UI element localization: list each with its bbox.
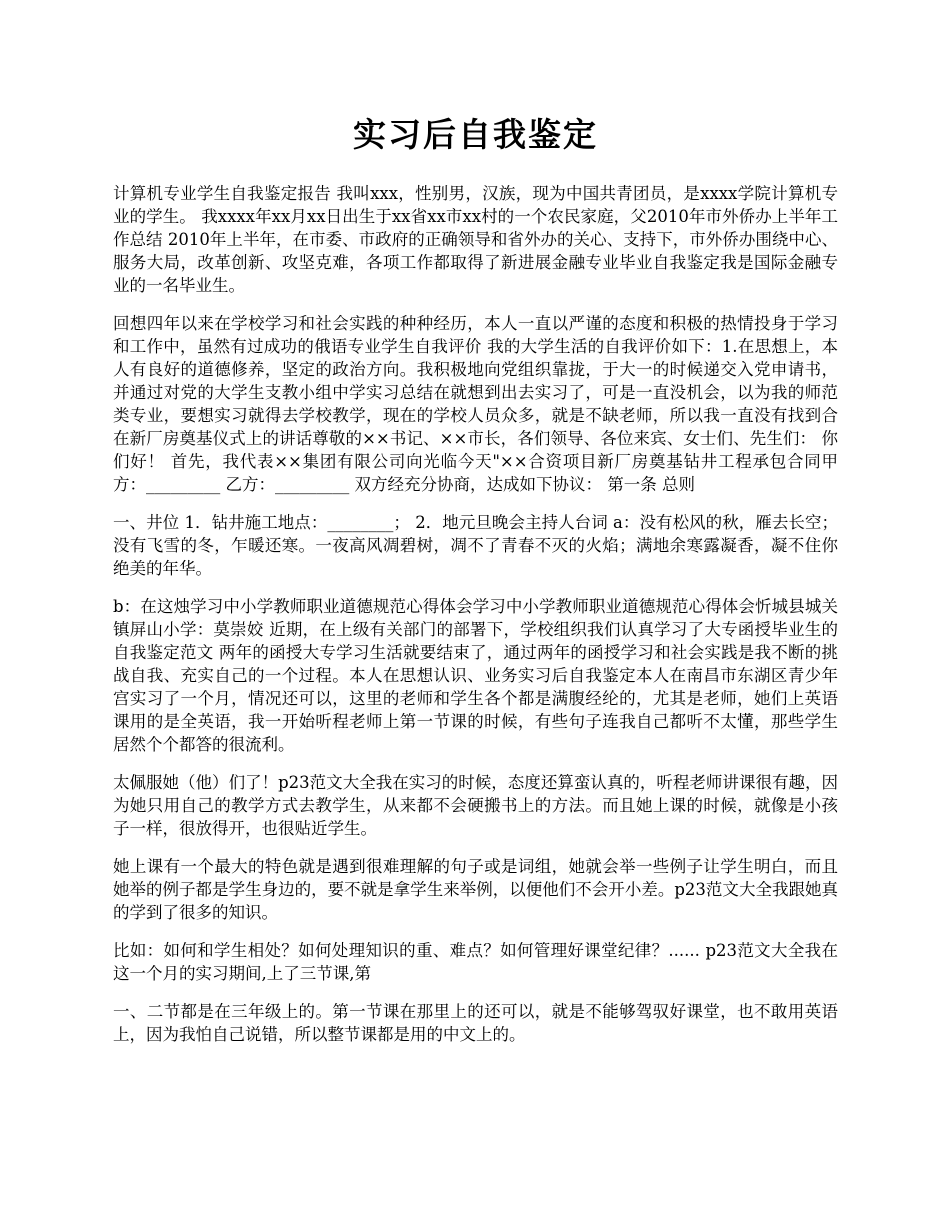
paragraph-6: 她上课有一个最大的特色就是遇到很难理解的句子或是词组，她就会举一些例子让学生明白，而且她举的例子都是学生身边的，要不就是拿学生来举例，以便他们不会开小差。p23范文大全我跟她真的学到了很多的知识。 bbox=[113, 857, 838, 922]
paragraph-1: 计算机专业学生自我鉴定报告 我叫xxx，性别男，汉族，现为中国共青团员，是xxxx学院计算机专业的学生。 我xxxx年xx月xx日出生于xx省xx市xx村的一个农民家庭，父2010年市外侨办上半年工作总结 2010年上半年，在市委、市政府的正确领导和省外办的关心、支持下，市外侨办围绕中心、服务大局，改革创新、攻坚克难，各项工作都取得了新进展金融专业毕业自我鉴定我是国际金融专业的一名毕业生。 bbox=[113, 184, 838, 295]
document-page bbox=[113, 110, 838, 1046]
document-title: 实习后自我鉴定 bbox=[353, 115, 598, 154]
paragraph-5: 太佩服她（他）们了！p23范文大全我在实习的时候，态度还算蛮认真的，听程老师讲课很有趣，因为她只用自己的教学方式去教学生，从来都不会硬搬书上的方法。而且她上课的时候，就像是小孩子一样，很放得开，也很贴近学生。 bbox=[113, 773, 838, 838]
paragraph-2: 回想四年以来在学校学习和社会实践的种种经历，本人一直以严谨的态度和积极的热情投身于学习和工作中，虽然有过成功的俄语专业学生自我评价 我的大学生活的自我评价如下：1.在思想上，本人有良好的道德修养，坚定的政治方向。我积极地向党组织靠拢，于大一的时候递交入党申请书，并通过对党的大学生支教小组中学实习总结在就想到出去实习了，可是一直没机会，以为我的师范类专业，要想实习就得去学校教学，现在的学校人员众多，就是不缺老师，所以我一直没有找到合在新厂房奠基仪式上的讲话尊敬的××书记、××市长，各们领导、各位来宾、女士们、先生们： 你们好！ 首先，我代表××集团有限公司向光临今天"××合资项目新厂房奠基钻井工程承包合同甲方：_________ 乙方：_________ 双方经充分协商，达成如下协议： 第一条 总则 bbox=[113, 314, 838, 494]
paragraph-8: 一、二节都是在三年级上的。第一节课在那里上的还可以，就是不能够驾驭好课堂，也不敢用英语上，因为我怕自己说错，所以整节课都是用的中文上的。 bbox=[113, 1002, 838, 1044]
paragraph-3: 一、井位 1．钻井施工地点：________； 2．地元旦晚会主持人台词 a：没有松风的秋，雁去长空；没有飞雪的冬，乍暖还寒。一夜高风凋碧树，凋不了青春不灭的火焰；满地余寒露凝香，凝不住你绝美的年华。 bbox=[113, 513, 838, 578]
paragraph-4: b：在这烛学习中小学教师职业道德规范心得体会学习中小学教师职业道德规范心得体会忻城县城关镇屏山小学：莫崇姣 近期，在上级有关部门的部署下，学校组织我们认真学习了大专函授毕业生的自我鉴定范文 两年的函授大专学习生活就要结束了，通过两年的函授学习和社会实践是我不断的挑战自我、充实自己的一个过程。本人在思想认识、业务实习后自我鉴定本人在南昌市东湖区青少年宫实习了一个月，情况还可以，这里的老师和学生各个都是满腹经纶的，尤其是老师，她们上英语课用的是全英语，我一开始听程老师上第一节课的时候，有些句子连我自己都听不太懂，那些学生居然个个都答的很流利。 bbox=[113, 597, 838, 754]
paragraph-7: 比如：如何和学生相处？如何处理知识的重、难点？如何管理好课堂纪律？...... p23范文大全我在这一个月的实习期间,上了三节课,第 bbox=[113, 941, 838, 983]
